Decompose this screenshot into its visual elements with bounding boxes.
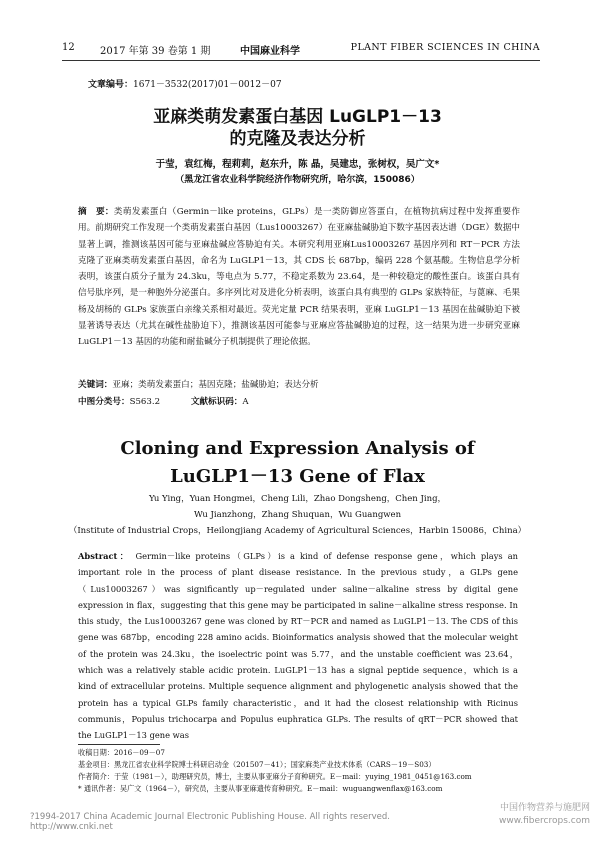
authors-cn: 于莹，袁红梅，程莉莉，赵东升，陈 晶，吴建忠，张树权，吴广文* bbox=[155, 159, 440, 170]
doc-code bbox=[191, 397, 263, 407]
footnote-received: 收稿日期：2016－09－07 bbox=[78, 748, 165, 757]
clc-number bbox=[78, 397, 174, 407]
footnote-rule bbox=[78, 744, 160, 745]
abstract-en bbox=[78, 548, 518, 744]
keywords-cn-label: 关键词： bbox=[78, 380, 113, 390]
keywords-cn-text: 亚麻；类萌发素蛋白；基因克隆；盐碱胁迫；表达分析 bbox=[112, 380, 319, 390]
keywords-cn bbox=[78, 378, 520, 390]
affiliation-cn: （黑龙江省农业科学院经济作物研究所，哈尔滨，150086） bbox=[175, 175, 420, 185]
footnote-corresponding: * 通讯作者：吴广文（1964－），研究员，主要从事亚麻遗传育种研究。E－mail：wuguangwenflax@163.com bbox=[78, 784, 443, 793]
article-number-value: 1671－3532(2017)01－0012－07 bbox=[133, 80, 282, 90]
header-rule bbox=[62, 60, 540, 61]
article-number bbox=[88, 77, 282, 90]
abstract-cn bbox=[78, 204, 520, 351]
page-number: 12 bbox=[62, 42, 75, 53]
clc-value: S563.2 bbox=[129, 397, 161, 407]
clc-label: 中图分类号： bbox=[78, 397, 130, 407]
abstract-cn-text: 类萌发素蛋白（Germin－like proteins，GLPs）是一类防御应答蛋白，在植物抗病过程中发挥重要作用。前期研究工作发现一个类萌发素蛋白基因（Lus10003267）在亚麻盐碱胁迫下数字基因表达谱（DGE）数据中显著上调，推测该基因可能与亚麻盐碱应答胁迫有关。本研究利用亚麻Lus10003267 基因序列和 RT－PCR 方法克隆了亚麻类萌发素蛋白基因，命名为 LuGLP1－13，其 CDS 长 687bp，编码 228 个氨基酸。生物信息学分析表明，该蛋白质分子量为 24.3ku，等电点为 5.77，不稳定系数为 23.64，是一种较稳定的酸性蛋白。该蛋白具有信号肽序列，是一种胞外分泌蛋白。多序列比对及进化分析表明，该蛋白具有典型的 GLPs 家族特征，与蓖麻、毛果杨及胡杨的 GLPs 家族蛋白亲缘关系相对最近。荧光定量 PCR 结果表明，亚麻 LuGLP1－13 基因在盐碱胁迫下被显著诱导表达（尤其在碱性盐胁迫下），推测该基因可能参与亚麻应答盐碱胁迫的过程，这一结果为进一步研究亚麻 LuGLP1－13 基因的功能和耐盐碱分子机制提供了理论依据。 bbox=[78, 207, 520, 348]
abstract-en-label: Abstract： bbox=[78, 551, 131, 561]
doc-label: 文献标识码： bbox=[190, 397, 243, 407]
title-cn-line1: 亚麻类萌发素蛋白基因 LuGLP1－13 bbox=[153, 107, 442, 127]
abstract-en-text: Germin－like proteins（GLPs）is a kind of defense response gene，which plays an important role in the process of plant disease resistance. In the previous study，a GLPs gene（Lus10003267）was significantly up－regulated under saline－alkaline stress by digital gene expression in flax，suggesting that this gene may be participated in saline－alkaline stress response. In this study，the Lus10003267 gene was cloned by RT－PCR and named as LuGLP1－13. The CDS of this gene was 687bp，encoding 228 amino acids. Bioinformatics analysis showed that the molecular weight of the protein was 24.3ku，the isoelectric point was 5.77，and the unstable coefficient was 23.64，which was a relatively stable acidic protein. LuGLP1－13 has a signal peptide sequence，which is a kind of extracellular proteins. Multiple sequence alignment and phylogenetic analysis showed that the protein has a typical GLPs family characteristic，and it had the closest relationship with Ricinus communis，Populus trichocarpa and Populus euphratica GLPs. The results of qRT－PCR showed that the LuGLP1－13 gene was bbox=[78, 551, 519, 741]
authors-en-line2: Wu Jianzhong，Zhang Shuquan，Wu Guangwen bbox=[193, 510, 402, 520]
watermark-line2: www.fibercrops.com bbox=[499, 816, 590, 826]
watermark-line1: 中国作物营养与施肥网 bbox=[499, 803, 590, 813]
title-cn-line2: 的克隆及表达分析 bbox=[229, 129, 366, 149]
doc-value: A bbox=[242, 397, 249, 407]
abstract-cn-label: 摘 要： bbox=[78, 207, 114, 217]
title-en-line2: LuGLP1－13 Gene of Flax bbox=[170, 466, 425, 487]
watermark bbox=[478, 802, 590, 828]
running-header bbox=[62, 38, 540, 58]
footnote-fund: 基金项目：黑龙江省农业科学院博士科研启动金（201507－41）；国家麻类产业技术体系（CARS－19－S03） bbox=[78, 760, 436, 769]
classification bbox=[78, 395, 520, 407]
article-number-label: 文章编号： bbox=[88, 80, 134, 90]
issue-info: 2017 年第 39 卷第 1 期 bbox=[100, 46, 211, 57]
title-en-line1: Cloning and Expression Analysis of bbox=[120, 438, 475, 459]
authors-en-line1: Yu Ying，Yuan Hongmei，Cheng Lili，Zhao Dongsheng，Chen Jing， bbox=[148, 494, 447, 504]
journal-name-en: PLANT FIBER SCIENCES IN CHINA bbox=[350, 42, 540, 53]
journal-name-cn: 中国麻业科学 bbox=[240, 46, 300, 57]
footnote-first-author: 作者简介：于莹（1981－），助理研究员，博士，主要从事亚麻分子育种研究。E－mail：yuying_1981_0451@163.com bbox=[78, 772, 472, 781]
copyright-notice: ?1994-2017 China Academic Journal Electronic Publishing House. All rights reserved. http://www.cnki.net bbox=[30, 812, 399, 832]
affiliation-en: （Institute of Industrial Crops，Heilongjiang Academy of Agricultural Sciences，Harbin 150086，China） bbox=[68, 526, 527, 536]
